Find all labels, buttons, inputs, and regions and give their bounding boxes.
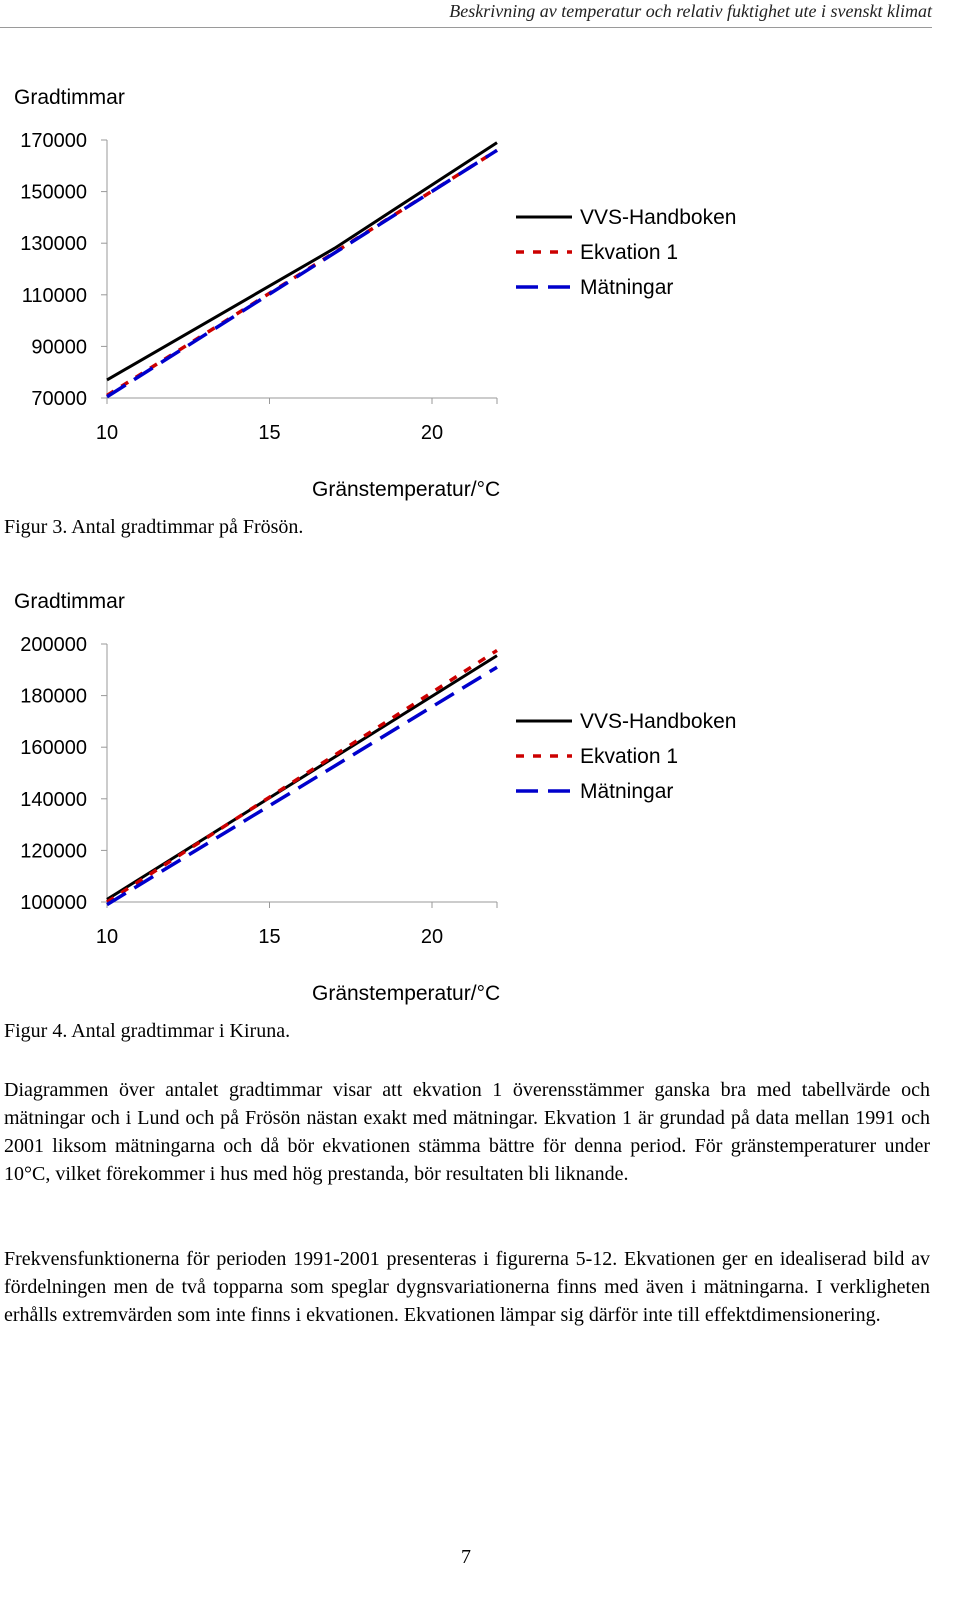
y-axis-title: Gradtimmar xyxy=(14,86,125,109)
x-tick-label: 10 xyxy=(95,422,119,444)
running-header: Beskrivning av temperatur och relativ fuktighet ute i svenskt klimat xyxy=(449,1,932,21)
body-paragraph-2: Frekvensfunktionerna för perioden 1991-2001 presenteras i figurerna 5-12. Ekvationen ger en idealiserad bild av fördelningen men de två topparna som speglar dygnsvariationerna finns med även i mätningarna. I verkligheten erhålls extremvärden som inte finns i ekvationen. Ekvationen lämpar sig därför inte till effektdimensionering. xyxy=(4,1248,930,1326)
x-tick-label: 10 xyxy=(95,926,119,948)
y-tick-label: 150000 xyxy=(20,181,87,204)
legend-label-2: Mätningar xyxy=(580,780,674,803)
figure-caption-4: Figur 4. Antal gradtimmar i Kiruna. xyxy=(4,1020,291,1042)
page-number: 7 xyxy=(461,1546,471,1568)
y-tick-label: 120000 xyxy=(20,840,87,863)
y-tick-label: 200000 xyxy=(20,634,87,656)
series-line-2 xyxy=(107,667,497,904)
series-line-0 xyxy=(107,143,497,380)
x-tick-label: 15 xyxy=(258,926,281,948)
chart-kiruna xyxy=(0,574,960,1014)
y-tick-label: 100000 xyxy=(20,892,87,914)
x-tick-label: 20 xyxy=(420,422,444,444)
body-paragraph-1: Diagrammen över antalet gradtimmar visar att ekvation 1 överensstämmer ganska bra med tabellvärde och mätningar och i Lund och på Frösön nästan exakt med mätningar. Ekvation 1 är grundad på data mellan 1991 och 2001 liksom mätningarna och då bör ekvationen stämma bättre för denna period. För gränstemperaturer under 10°C, vilket förekommer i hus med hög prestanda, bör resultaten bli liknande. xyxy=(4,1079,930,1185)
x-axis-title: Gränstemperatur/°C xyxy=(312,982,501,1005)
legend-label-0: VVS-Handboken xyxy=(580,206,737,229)
y-tick-label: 70000 xyxy=(31,388,87,410)
x-tick-label: 15 xyxy=(258,422,281,444)
y-tick-label: 160000 xyxy=(20,737,87,760)
x-axis-title: Gränstemperatur/°C xyxy=(312,478,501,501)
y-tick-label: 130000 xyxy=(20,233,87,256)
header-rule xyxy=(0,27,932,28)
legend-label-1: Ekvation 1 xyxy=(580,745,679,768)
chart-frosön xyxy=(0,70,960,510)
y-tick-label: 110000 xyxy=(21,284,87,307)
x-tick-label: 20 xyxy=(420,926,444,948)
legend-label-2: Mätningar xyxy=(580,276,674,299)
y-tick-label: 180000 xyxy=(20,685,87,708)
legend-label-0: VVS-Handboken xyxy=(580,710,737,733)
legend-label-1: Ekvation 1 xyxy=(580,241,679,264)
chart-kiruna-svg xyxy=(0,574,960,1014)
y-tick-label: 170000 xyxy=(20,130,87,152)
y-tick-label: 90000 xyxy=(31,336,87,359)
y-tick-label: 140000 xyxy=(20,788,87,811)
figure-caption-3: Figur 3. Antal gradtimmar på Frösön. xyxy=(4,516,304,538)
y-axis-title: Gradtimmar xyxy=(14,590,125,613)
series-line-2 xyxy=(107,150,497,396)
chart-frosön-svg xyxy=(0,70,960,510)
